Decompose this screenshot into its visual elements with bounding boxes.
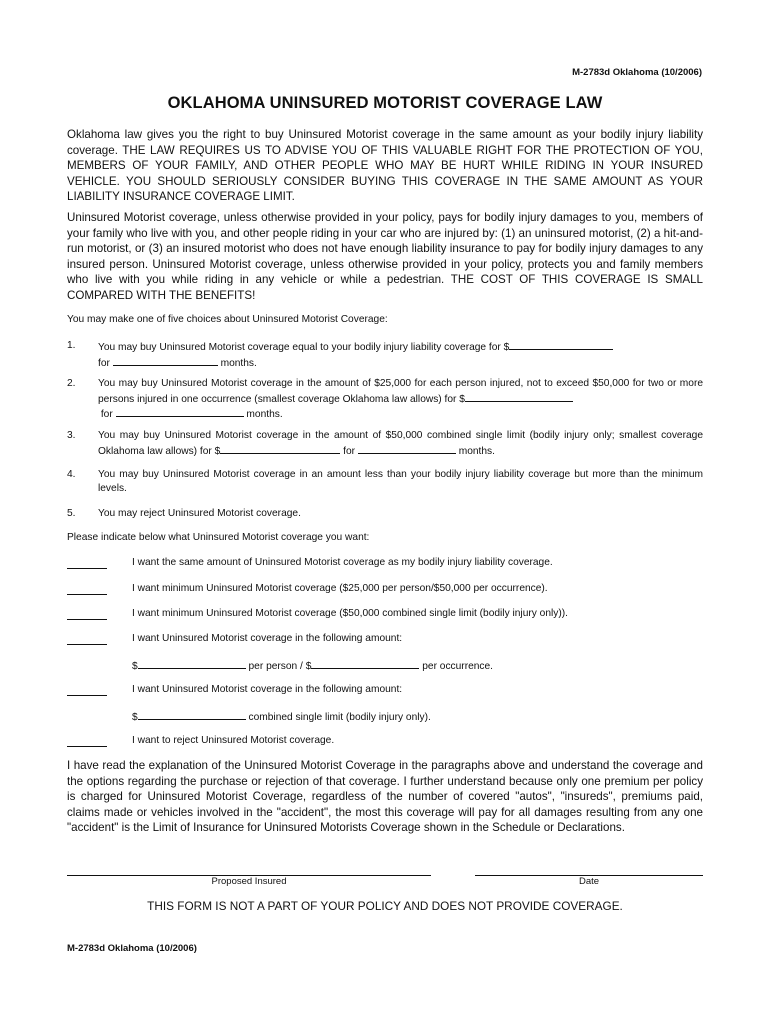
paragraph-coverage-description: Uninsured Motorist coverage, unless otherwise provided in your policy, pays for bodily injury damages to you, members of your family who live with you, and other people riding in your car who are injured by: (1) an uninsured motorist, (2) a hit-and-run motorist, or (3) an insured motorist who does not have enough liability insurance to pay for bodily injury damages to any insured person. Uninsured Motorist coverage, unless otherwise provided in your policy, protects you and family members who live with you while riding in any vehicle or while a pedestrian. THE COST OF THIS COVERAGE IS SMALL COMPARED WITH THE BENEFITS!	[67, 211, 703, 302]
amount-blank[interactable]	[465, 391, 573, 402]
option-text: I want minimum Uninsured Motorist coverage ($50,000 combined single limit (bodily injury only)).	[132, 608, 568, 619]
dollar-sign: $	[132, 712, 138, 723]
per-occurrence-blank[interactable]	[311, 658, 419, 669]
amount-blank[interactable]	[509, 339, 613, 350]
months-blank[interactable]	[113, 355, 218, 366]
page-title: OKLAHOMA UNINSURED MOTORIST COVERAGE LAW	[167, 94, 603, 112]
months-blank[interactable]	[358, 443, 456, 454]
paragraph-right-to-buy: Oklahoma law gives you the right to buy Uninsured Motorist coverage in the same amount as your bodily injury liability coverage. THE LAW REQUIRES US TO ADVISE YOU OF THIS VALUABLE RIGHT FOR THE PROTECTION OF YOU, MEMBERS OF YOUR FAMILY, AND OTHER PEOPLE WHO MAY BE HURT WHILE RIDING IN YOUR INSURED VEHICLE. YOU SHOULD SERIOUSLY CONSIDER BUYING THIS COVERAGE IN THE SAME AMOUNT AS YOUR LIABILITY INSURANCE COVERAGE LIMIT.	[67, 128, 703, 204]
choices-intro: You may make one of five choices about Uninsured Motorist Coverage:	[67, 314, 388, 325]
per-person-label: per person / $	[248, 661, 312, 672]
form-id-footer: M-2783d Oklahoma (10/2006)	[67, 943, 197, 954]
dollar-sign: $	[132, 661, 138, 672]
per-person-blank[interactable]	[138, 658, 246, 669]
choice-number: 4.	[67, 469, 76, 480]
option-text: I want minimum Uninsured Motorist coverage ($25,000 per person/$50,000 per occurrence).	[132, 583, 548, 594]
choice-for-label: for	[100, 409, 113, 420]
choice-text: You may buy Uninsured Motorist coverage in the amount of $25,000 for each person injured, not to exceed $50,000 for two or more persons injured in one occurrence (smallest coverage Oklahoma law allows) for $	[98, 378, 703, 405]
option-check-blank[interactable]	[67, 746, 107, 747]
proposed-insured-label: Proposed Insured	[211, 876, 287, 887]
choice-months-label: months.	[220, 357, 257, 369]
amount-blank[interactable]	[220, 443, 340, 454]
option-check-blank[interactable]	[67, 568, 107, 569]
option-check-blank[interactable]	[67, 695, 107, 696]
choice-text: You may buy Uninsured Motorist coverage in an amount less than your bodily injury liability coverage but more than the minimum levels.	[98, 469, 703, 494]
coverage-notice: THIS FORM IS NOT A PART OF YOUR POLICY AND DOES NOT PROVIDE COVERAGE.	[147, 899, 623, 913]
choice-number: 5.	[67, 508, 76, 519]
choice-number: 2.	[67, 378, 76, 389]
choice-months-label: months.	[458, 445, 495, 457]
choice-for-label: for	[343, 445, 356, 457]
form-id-header: M-2783d Oklahoma (10/2006)	[572, 67, 702, 78]
indicate-intro: Please indicate below what Uninsured Motorist coverage you want:	[67, 532, 370, 543]
option-text: I want Uninsured Motorist coverage in the following amount:	[132, 684, 403, 695]
choice-text: You may reject Uninsured Motorist coverage.	[98, 508, 301, 519]
csl-label: combined single limit (bodily injury only).	[248, 712, 431, 723]
choice-months-label: months.	[246, 409, 283, 420]
choice-number: 3.	[67, 430, 76, 441]
choice-text: You may buy Uninsured Motorist coverage equal to your bodily injury liability coverage for $	[98, 342, 510, 353]
per-occurrence-label: per occurrence.	[422, 661, 494, 672]
choice-text: You may buy Uninsured Motorist coverage in the amount of $50,000 combined single limit (bodily injury only; smallest coverage Oklahoma law allows) for $	[98, 430, 703, 457]
option-check-blank[interactable]	[67, 644, 107, 645]
option-check-blank[interactable]	[67, 594, 107, 595]
option-text: I want Uninsured Motorist coverage in the following amount:	[132, 633, 403, 644]
paragraph-acknowledgement: I have read the explanation of the Uninsured Motorist Coverage in the paragraphs above and understand the coverage and the options regarding the purchase or rejection of that coverage. I further understand because only one premium per policy is charged for Uninsured Motorist Coverage, regardless of the number of covered "autos", "insureds", premiums paid, claims made or vehicles involved in the "accident", the most this coverage will pay for all damages resulting from any one "accident" is the Limit of Insurance for Uninsured Motorists Coverage shown in the Schedule or Declarations.	[67, 759, 703, 835]
months-blank[interactable]	[116, 406, 244, 417]
choice-for-label: for	[98, 357, 110, 369]
date-label: Date	[578, 876, 600, 887]
choice-number: 1.	[67, 340, 76, 351]
option-check-blank[interactable]	[67, 619, 107, 620]
csl-amount-blank[interactable]	[138, 709, 246, 720]
option-text: I want the same amount of Uninsured Motorist coverage as my bodily injury liability coverage.	[132, 557, 553, 568]
option-text: I want to reject Uninsured Motorist coverage.	[132, 735, 335, 746]
